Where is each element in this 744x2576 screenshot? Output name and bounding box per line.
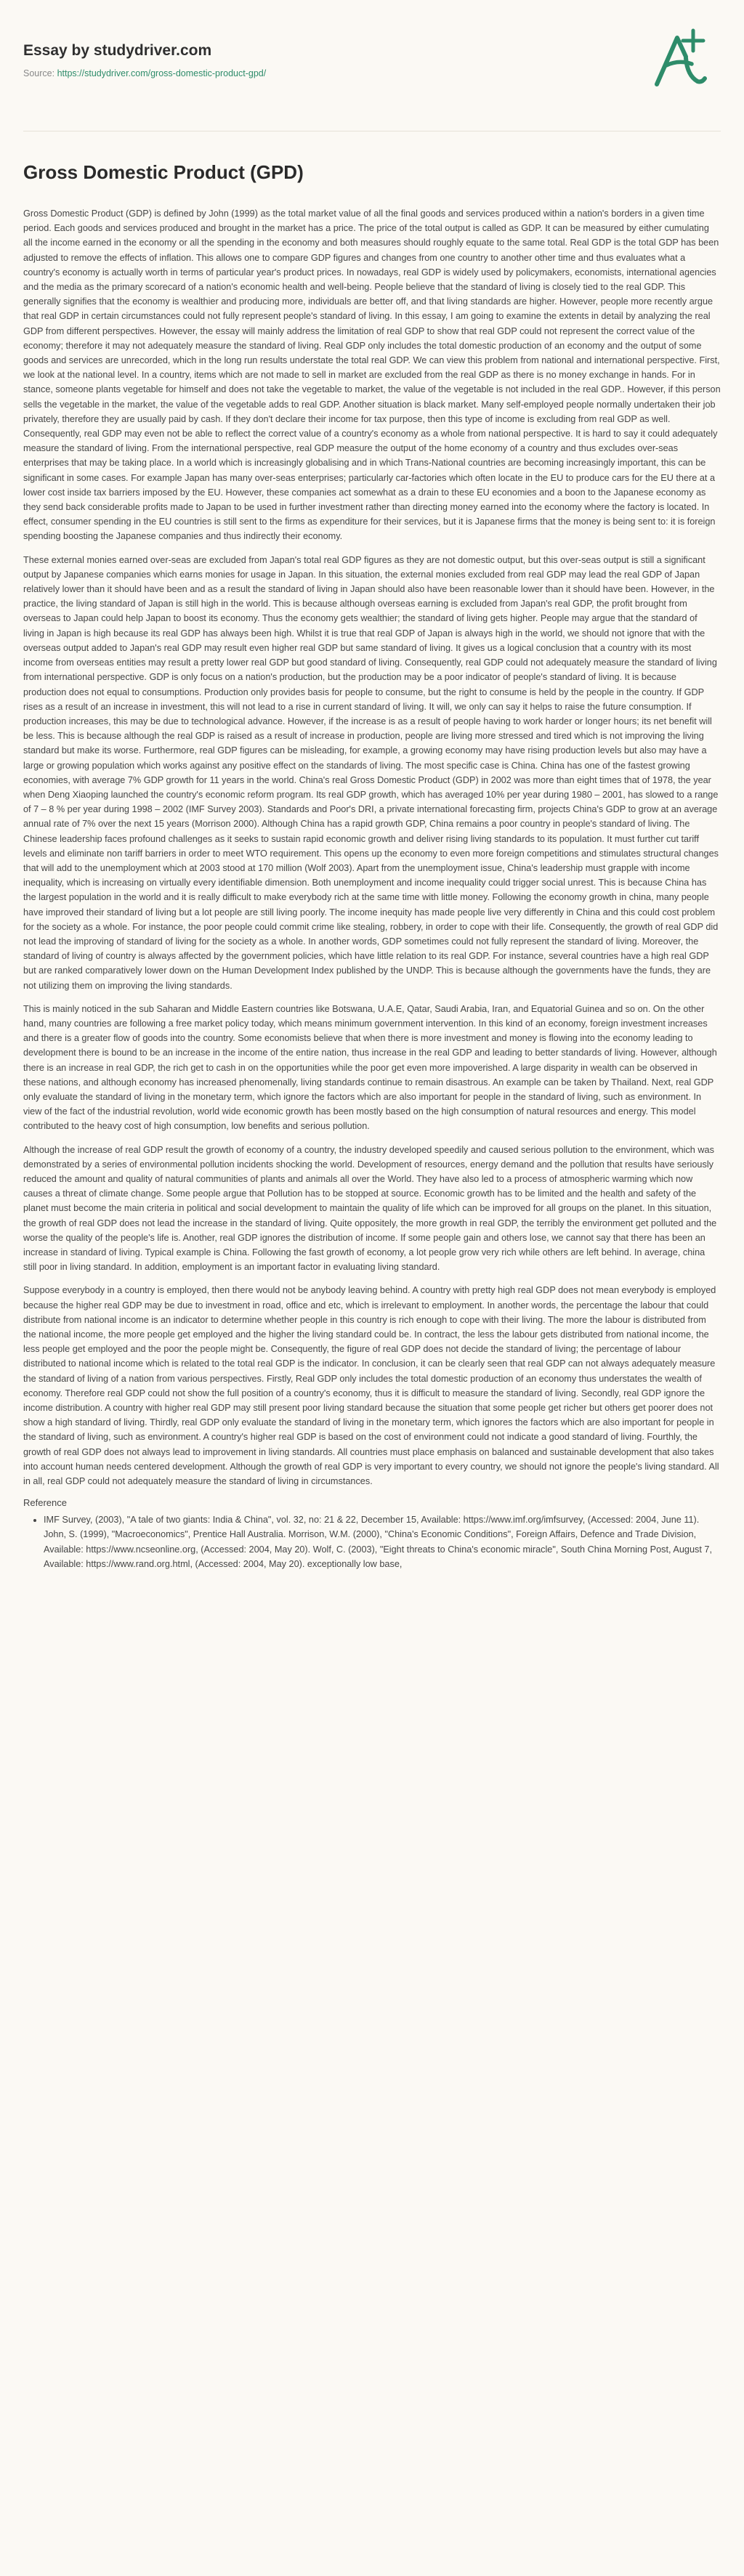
document-title: Gross Domestic Product (GPD) [23,161,304,183]
reference-heading: Reference [23,1497,67,1509]
page-header [23,22,721,94]
paragraph: This is mainly noticed in the sub Saharan and Middle Eastern countries like Botswana, U.A.E, Qatar, Saudi Arabia, Iran, and Equatorial Guinea and so on. On the other hand, many countries are following a free market policy today, which means minimum government intervention. In this kind of an economy, foreign investment increases and there is a greater flow of goods into the country. Some economists believe that when there is more investment and money is flowing into the economy leading to development there is bound to be an increase in the income of the entire nation, thus increase in the real GDP and leading to better standards of living. However, although there is an increase in real GDP, the rich get to cash in on the opportunities while the poor get even more impoverished. A large disparity in wealth can be observed in these nations, and although economy has increased phenomenally, living standards continue to remain disastrous. An example can be taken by Thailand. Next, real GDP only evaluate the standard of living in the monetary term, which ignore the factors which are also important for people in the standard of living, such as environment. In view of the fact of the industrial revolution, world wide economic growth has been mostly based on the high consumption of natural resources and energy. This model contributed to the heavy cost of high consumption, low benefits and serious pollution. [23,1003,717,1132]
brand-title: Essay by studydriver.com [23,42,212,59]
paragraph: Suppose everybody in a country is employed, then there would not be anybody leaving behind. A country with pretty high real GDP does not mean everybody is employed because the higher real GDP may be due to investment in road, office and etc, which is irrelevant to employment. In another words, the percentage the labour that could distribute from national income is an indicator to determine whether people in this country is rich enough to cope with their living. The more the labour is distributed from the national income, the more people get employed and the higher the living standard could be. In contract, the less the labour gets distributed from national income, the less people get employed and the poor the people might be. Consequently, the figure of real GDP does not decide the standard of living; the percentage of labour distributed to national income which is related to the total real GDP is the indicator. In conclusion, it can be clearly seen that real GDP can not always adequately measure the standard of living of a nation from various perspectives. Firstly, Real GDP only includes the total domestic production of an economy thus understates the wealth of economy. Therefore real GDP could not show the full position of a country's economy, thus it is difficult to measure the standard of living. Secondly, real GDP ignore the income distribution. A country with higher real GDP may still present poor living standard because the situation that some people get richer but others get poorer does not show a high standard of living. Thirdly, real GDP only evaluate the standard of living in the monetary term, which ignores the factors which are also important for people in the standard of living, such as environment. A country's higher real GDP is based on the cost of environment could not indicate a good standard of living. Fourthly, the growth of real GDP does not always lead to improvement in living standards. All countries must place emphasis on balanced and sustainable development that also takes into account human needs centered development. Although the growth of real GDP is very important to every country, we should not ignore the people's living standard. All in all, real GDP could not adequately measure the standard of living in circumstances. [23,1285,719,1487]
article-body [23,206,721,1571]
source-line [23,68,266,78]
reference-list [23,1512,721,1571]
source-link[interactable]: https://studydriver.com/gross-domestic-product-gpd/ [57,68,267,78]
source-label: Source: [23,68,55,78]
a-plus-logo-icon[interactable] [635,22,715,94]
paragraph: Gross Domestic Product (GDP) is defined by John (1999) as the total market value of all the final goods and services produced within a nation's borders in a given time period. Each goods and services produced and brought in the market has a price. The price of the total output is called as GDP. It can be measured by either cumulating all the income earned in the economy or all the spending in the economy and both measures should roughly equate to the same total. Real GDP is the total GDP has been adjusted to remove the effects of inflation. This allows one to compare GDP figures and changes from one country to another other time and thus evaluates what a country's economy is actually worth in terms of particular year's product prices. In nowadays, real GDP is widely used by policymakers, economists, international agencies and the media as the primary scorecard of a nation's economic health and well-being. People believe that the standard of living is closely tied to the real GDP. This generally signifies that the economy is wealthier and producing more, individuals are better off, and that living standards are higher. However, people more recently argue that real GDP in certain circumstances could not fully represent people's standard of living. In this essay, I am going to examine the extents in detail by analyzing the real GDP from different perspectives. However, the essay will mainly address the limitation of real GDP to show that real GDP could not represent the correct value of the economy; therefore it may not adequately measure the standard of living. Real GDP only includes the total domestic production of an economy and the output of some goods and services are unrecorded, which in the long run results understate the total real GDP. We can view this problem from national and international perspective. First, we look at the national level. In a country, items which are not made to sell in market are excluded from the real GDP as there is no money exchange in hands. For in stance, someone plants vegetable for himself and does not take the vegetable to market, the value of the vegetable is not included in the real GDP.. However, if this person sells the vegetable in the market, the value of the vegetable adds to real GDP. Another situation is black market. Many self-employed people normally undertaken their job privately, therefore they are usually paid by cash. If they don't declare their income for tax purpose, then this type of income is excluding from real GDP as well. Consequently, real GDP may even not be able to reflect the correct value of a country's economy as a whole from national perspective. It is hard to say it could adequately measure the standard of living. From the international perspective, real GDP measure the output of the home economy of a country and thus excludes over-seas enterprises that may be taking place. In a world which is increasingly globalising and in which Trans-National countries are becoming increasingly important, this can be significant in some cases. For example Japan has many over-seas enterprises; particularly car-factories which often locate in the EU to produce cars for the EU there at a lower cost inside tax barriers imposed by the EU. However, these companies act somewhat as a drain to these EU economies and a boon to the Japanese economy as they send back considerable profits made to Japan to be used in further investment rather than directing money earned into the economy where the factory is located. In effect, consumer spending in the EU countries is still sent to the firms as expenditure for their services, but it is Japanese firms that the money is being sent to: it is foreign spending boosting the Japanese companies and thus indirectly their economy. [23,208,721,542]
paragraph: These external monies earned over-seas are excluded from Japan's total real GDP figures as they are not domestic output, but this over-seas output is still a significant output by Japanese companies which earns monies for usage in Japan. In this situation, the external monies excluded from real GDP may lead the real GDP of Japan relatively lower than it should have been and as a result the standard of living in Japan should also have been reasonable lower than it should have been. However, in the practice, the living standard of Japan is still high in the world. This is because although overseas earning is excluded from Japan's real GDP, the profit brought from overseas to Japan could help Japan to boost its economy. Thus the economy gets wealthier; the standard of living gets higher. People may argue that the standard of living in Japan is high because its real GDP has always been high. Whilst it is true that real GDP of Japan is always high in the world, we should not ignore that with the overseas output added to Japan's real GDP may result even higher real GDP but same standard of living. It gives us a logical conclusion that a country with its most income from overseas entities may result a pretty lower real GDP but good standard of living. Consequently, real GDP could not adequately measure the standard of living from international perspective. GDP is only focus on a nation's production, but the production may be a poor indicator of people's standard of living. It is because production does not equal to consumptions. Production only provides basis for people to consume, but the right to consume is held by the people in the country. If GDP rises as a result of an increase in investment, this will not lead to a rise in current standard of living. It will, we only can say it helps to raise the future consumption. If production increases, this may be due to technological advance. However, if the increase is as a result of people having to work harder or longer hours; its net benefit will be less. This is because although the real GDP is raised as a result of increase in production, people are living more stressed and tired which is not improving the living standard but make its worse. Furthermore, real GDP figures can be misleading, for example, a growing economy may have rising production levels but also may have a large or growing population which works against any positive effect on the standards of living. The most specific case is China. China has one of the fastest growing economies, with average 7% GDP growth for 11 years in the world. China's real Gross Domestic Product (GDP) in 2002 was more than eight times that of 1978, the year when Deng Xiaoping launched the country's economic reform program. Its real GDP growth, which has averaged 10% per year during 1980 – 2001, has slowed to a range of 7 – 8 % per year during 1998 – 2002 (IMF Survey 2003). Standards and Poor's DRI, a private international forecasting firm, projects China's GDP to grow at an average annual rate of 7% over the next 15 years (Morrison 2000). Although China has a rapid growth GDP, China remains a poor country in people's standard of living. The Chinese leadership faces profound challenges as it seeks to sustain rapid economic growth and deliver rising living standards to its population. It must further cut tariff levels and eliminate non tariff barriers in order to meet WTO requirement. This opens up the economy to even more foreign competitions and stimulates structural changes that will add to the unemployment which at 2003 stood at 170 million (Wolf 2003). Apart from the unemployment issue, China's leadership must grapple with income inequality, which is increasing on virtually every identifiable dimension. Both unemployment and income inequality could trigger social unrest. This is because China has the largest population in the world and it is really difficult to make everybody rich at the same time with little money. Following the economy growth in china, many people have improved their standard of living but a lot people are still living poorly. The income inequity has made people live very differently in China and this could cost problem for the society as a whole. For instance, the poor people could commit crime like stealing, robbery, in order to cope with their life. Consequently, the growth of real GDP did not lead the improving of standard of living for the society as a whole. In another words, GDP sometimes could not fully represent the standard of living. Moreover, the standard of living of country is always affected by the government policies, which have little relation to its real GDP. For instance, several countries have a high real GDP but are ranked comparatively lower down on the Human Development Index published by the UNDP. This is because although the governments have the funds, they are not utilizing them on improving the living standards. [23,554,719,991]
reference-item: • IMF Survey, (2003), "A tale of two giants: India & China", vol. 32, no: 21 & 22, December 15, Available: https://www.imf.org/imfsurvey, (Accessed: 2004, June 11). John, S. (1999), "Macroeconomics", Prentice Hall Australia. Morrison, W.M. (2000), "China's Economic Conditions", Foreign Affairs, Defence and Trade Division, Available: https://www.ncseonline.org, (Accessed: 2004, May 20). Wolf, C. (2003), "Eight threats to China's economic miracle", South China Morning Post, August 7, Available: https://www.rand.org.html, (Accessed: 2004, May 20). exceptionally low base, [44,1512,721,1571]
paragraph: Although the increase of real GDP result the growth of economy of a country, the industry developed speedily and caused serious pollution to the environment, which was demonstrated by a series of environmental pollution incidents shocking the world. Development of resources, energy demand and the pollution that results have seriously reduced the amount and quality of natural communities of plants and animals all over the World. They have also led to a process of atmospheric warming which now causes a threat of climate change. Some people argue that Pollution has to be stopped at source. Economic growth has to be limited and the health and safety of the planet must become the main criteria in political and social development to maintain the quality of life which can be improved for all groups on the planet. In this situation, the growth of real GDP does not lead the increase in the standard of living. Quite oppositely, the more growth in real GDP, the terribly the environment get polluted and the worse the quality of the people's life is. Another, real GDP ignores the distribution of income. If some people gain and others lose, we cannot say that there has been an increase in standard of living. Typical example is China. Following the fast growth of economy, a lot people grow very rich while others are left behind. In average, china still poor in living standard. In addition, employment is an important factor in evaluating living standard. [23,1144,717,1273]
